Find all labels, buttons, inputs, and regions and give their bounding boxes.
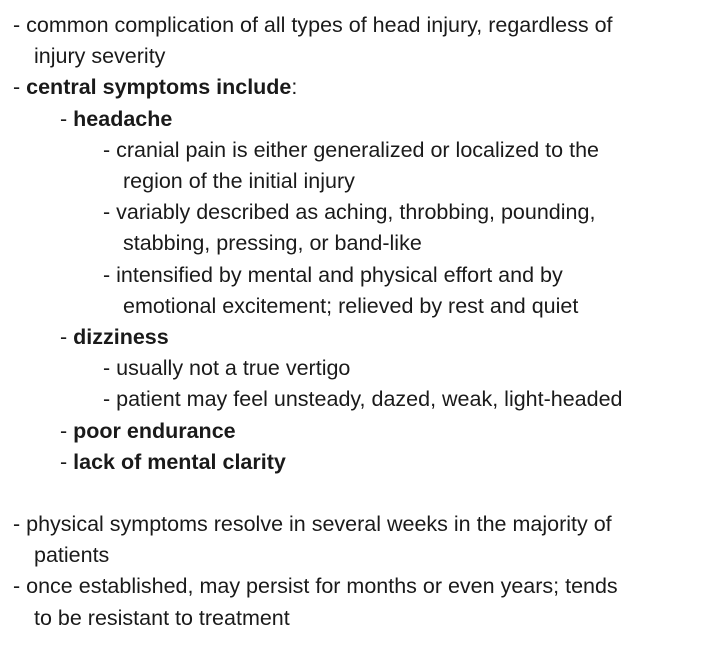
- bullet-text: to be resistant to treatment: [34, 605, 290, 630]
- bullet-text: common complication of all types of head injury, regardless of: [26, 13, 613, 37]
- bullet-variably-described-continued: [0, 228, 718, 259]
- bullet-cranial-pain-continued: [0, 166, 718, 197]
- bullet-dash: -: [13, 13, 27, 37]
- bullet-physical-symptoms-continued: [0, 540, 718, 571]
- bullet-dash: -: [13, 574, 27, 599]
- bullet-poor-endurance: [0, 416, 718, 447]
- bullet-not-true-vertigo: [0, 353, 718, 384]
- bullet-feel-unsteady: [0, 384, 718, 415]
- bullet-text: region of the initial injury: [123, 169, 355, 194]
- bullet-text: intensified by mental and physical effort and by: [116, 262, 563, 287]
- bullet-text: once established, may persist for months or even years; tends: [26, 574, 618, 599]
- bullet-intensified: [0, 260, 718, 291]
- bullet-dash: -: [60, 325, 74, 350]
- mental-clarity-heading: lack of mental clarity: [73, 449, 286, 474]
- bullet-intensified-continued: [0, 291, 718, 322]
- bullet-cranial-pain: [0, 135, 718, 166]
- poor-endurance-heading: poor endurance: [73, 418, 236, 443]
- bullet-dash: -: [60, 106, 74, 131]
- bullet-headache: [0, 104, 718, 135]
- bullet-dash: -: [103, 387, 117, 412]
- bullet-text: variably described as aching, throbbing, pounding,: [116, 200, 596, 225]
- bullet-physical-symptoms: [0, 509, 718, 540]
- bullet-text: usually not a true vertigo: [116, 356, 351, 381]
- bullet-variably-described: [0, 197, 718, 228]
- bullet-dizziness: [0, 322, 718, 353]
- bullet-once-established: [0, 571, 718, 602]
- bullet-lack-mental-clarity: [0, 447, 718, 478]
- bullet-text: emotional excitement; relieved by rest and quiet: [123, 293, 579, 318]
- bullet-text: stabbing, pressing, or band-like: [123, 231, 422, 256]
- bullet-text: patients: [34, 543, 110, 568]
- bullet-once-established-continued: [0, 603, 718, 634]
- bullet-text: cranial pain is either generalized or localized to the: [116, 137, 599, 162]
- bullet-dash: -: [60, 449, 74, 474]
- bullet-dash: -: [13, 75, 27, 100]
- bullet-dash: -: [103, 356, 117, 381]
- bullet-common-complication-continued: [0, 41, 718, 72]
- central-symptoms-heading: central symptoms include: [26, 75, 292, 100]
- bullet-central-symptoms: [0, 72, 718, 103]
- headache-heading: headache: [73, 106, 173, 131]
- paragraph-spacer: [0, 478, 718, 509]
- bullet-dash: -: [103, 200, 117, 225]
- bullet-common-complication: [0, 10, 718, 41]
- bullet-text: injury severity: [34, 44, 166, 69]
- bullet-dash: -: [13, 512, 27, 537]
- heading-colon: :: [291, 75, 298, 100]
- dizziness-heading: dizziness: [73, 325, 169, 350]
- bullet-dash: -: [103, 262, 117, 287]
- bullet-text: physical symptoms resolve in several weeks in the majority of: [26, 512, 612, 537]
- bullet-text: patient may feel unsteady, dazed, weak, light-headed: [116, 387, 623, 412]
- bullet-dash: -: [103, 137, 117, 162]
- bullet-dash: -: [60, 418, 74, 443]
